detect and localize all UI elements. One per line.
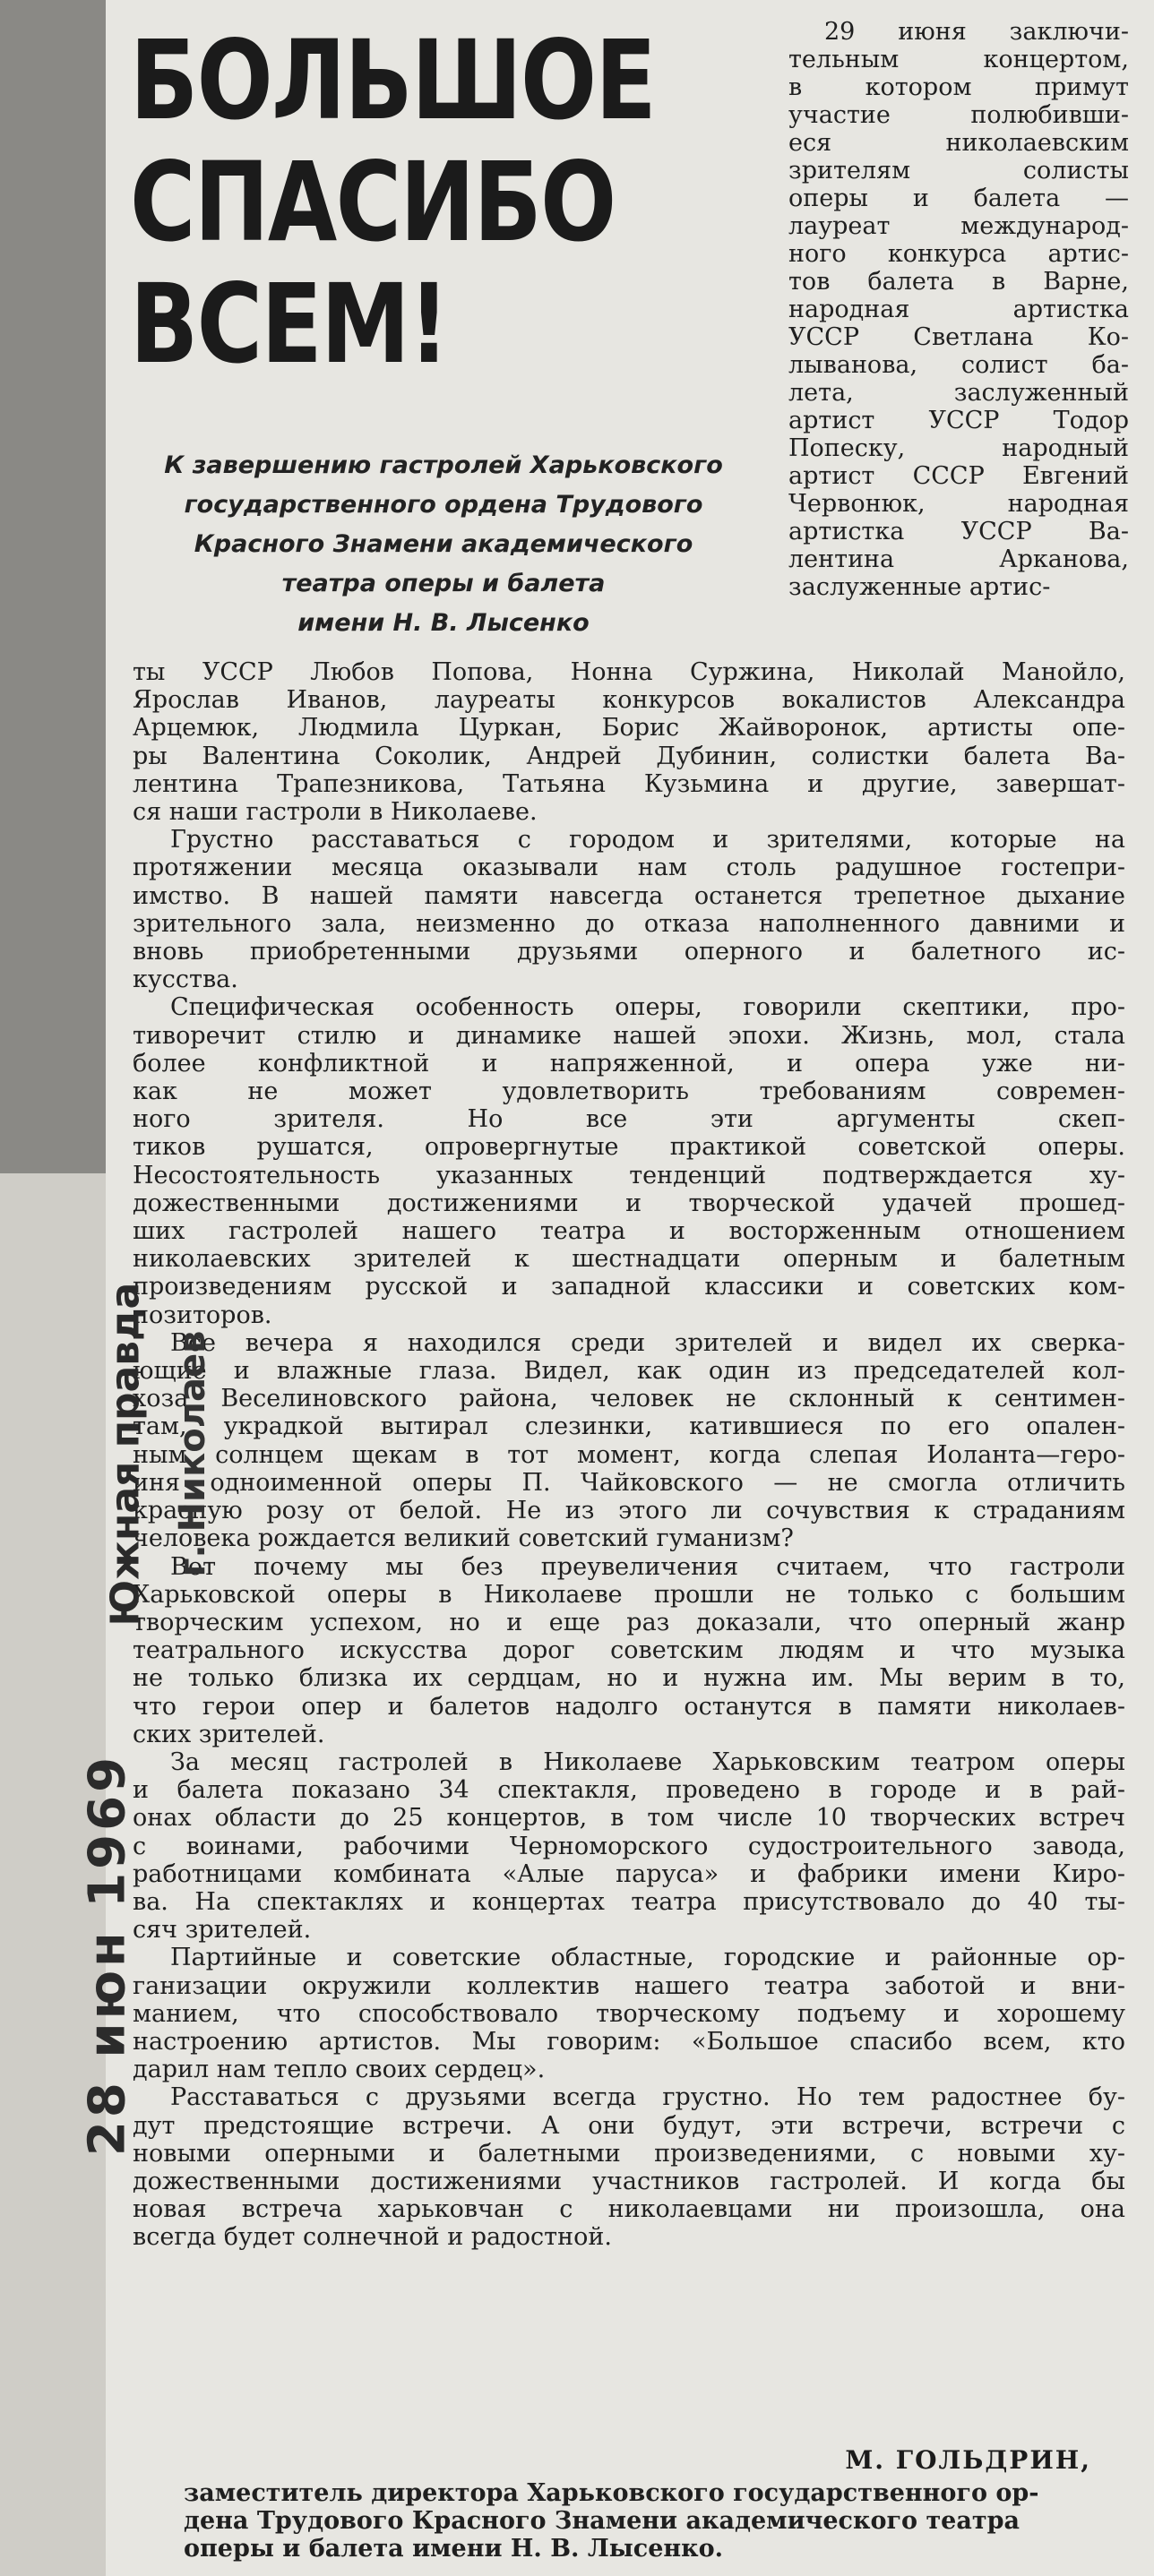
article-line: Специфическая особенность оперы, говорили скептики, про- — [170, 993, 1125, 1022]
author-role — [184, 2479, 1098, 2563]
right-column-line: артист УССР Тодор — [788, 407, 1129, 434]
article-line: ющие и влажные глаза. Видел, как один из председателей кол- — [133, 1357, 1125, 1386]
article-line: произведениям русской и западной классики и советских ком- — [133, 1273, 1125, 1301]
article-line: человека рождается великий советский гуманизм? — [133, 1524, 794, 1553]
article-line: Ярослав Иванов, лауреаты конкурсов вокалистов Александра — [133, 686, 1125, 715]
city-stamp: г. Николаев — [172, 1330, 213, 1577]
article-line: ного зрителя. Но все эти аргументы скеп- — [133, 1105, 1125, 1134]
article-line: ших гастролей нашего театра и восторженным отношением — [133, 1217, 1125, 1246]
article-line: имство. В нашей памяти навсегда останется трепетное дыхание — [133, 881, 1125, 910]
date-stamp: 28 июн 1969 — [78, 1753, 137, 2157]
subheadline-line: К завершению гастролей Харьковского — [164, 451, 723, 479]
article-line: тиков рушатся, опровергнутые практикой советской оперы. — [133, 1133, 1125, 1162]
right-column-line: тов балета в Варне, — [788, 268, 1129, 296]
right-column-line: лета, заслуженный — [788, 379, 1129, 407]
article-line: как не может удовлетворить требованиям современ- — [133, 1078, 1125, 1106]
article-line: дут предстоящие встречи. А они будут, эти встречи, встречи с — [133, 2111, 1125, 2140]
article-line: дожественными достижениями и творческой удачей прошед- — [133, 1189, 1125, 1217]
right-column-line: лауреат международ- — [788, 212, 1129, 240]
article-line: протяжении месяца оказывали нам столь радушное гостепри- — [133, 854, 1125, 882]
right-column-line: лентина Арканова, — [788, 545, 1129, 573]
article-line: дарил нам тепло своих сердец». — [133, 2056, 546, 2084]
article-line: Расставаться с друзьями всегда грустно. Но тем радостнее бу- — [170, 2083, 1125, 2112]
right-column-line: лыванова, солист ба- — [788, 351, 1129, 379]
article-line: сяч зрителей. — [133, 1916, 312, 1945]
right-column-line: тельным концертом, — [788, 46, 1129, 73]
article-line: Грустно расставаться с городом и зрителями, которые на — [170, 826, 1125, 854]
author-role-line: оперы и балета имени Н. В. Лысенко. — [184, 2535, 724, 2563]
article-line: ры Валентина Соколик, Андрей Дубинин, солистки балета Ва- — [133, 742, 1125, 770]
right-column-line: заслуженные артис- — [788, 573, 1051, 601]
right-column-line: еся николаевским — [788, 129, 1129, 157]
article-body — [133, 658, 1125, 2252]
right-column-line: в котором примут — [788, 73, 1129, 101]
article-line: Арцемюк, Людмила Цуркан, Борис Жайворонок, артисты опе- — [133, 714, 1125, 743]
headline — [130, 17, 656, 388]
subheadline — [130, 446, 757, 643]
newspaper-name-stamp: Южная правда — [102, 1282, 149, 1627]
article-line: дожественными достижениями участников гастролей. И когда бы — [133, 2167, 1125, 2195]
right-column-line: Попеску, народный — [788, 434, 1129, 462]
author-signature: М. ГОЛЬДРИН, — [845, 2445, 1091, 2475]
article-line: Вот почему мы без преувеличения считаем, что гастроли — [170, 1552, 1125, 1581]
subheadline-line: государственного ордена Трудового — [184, 491, 703, 519]
article-line: настроению артистов. Мы говорим: «Большое спасибо всем, кто — [133, 2027, 1125, 2056]
article-line: За месяц гастролей в Николаеве Харьковским театром оперы — [170, 1747, 1125, 1776]
article-line: Несостоятельность указанных тенденций подтверждается ху- — [133, 1161, 1125, 1189]
article-line: манием, что способствовало творческому подъему и хорошему — [133, 1999, 1125, 2028]
subheadline-line: Красного Знамени академического — [194, 530, 693, 558]
article-line: ся наши гастроли в Николаеве. — [133, 798, 538, 827]
right-column-line: зрителям солисты — [788, 157, 1129, 185]
article-line: не только близка их сердцам, но и нужна им. Мы верим в то, — [133, 1664, 1125, 1693]
article-line: новая встреча харьковчан с николаевцами ни произошла, она — [133, 2195, 1125, 2224]
article-line: ских зрителей. — [133, 1720, 325, 1748]
article-line: театрального искусства дорог советским людям и что музыка — [133, 1636, 1125, 1665]
right-column-line: артист СССР Евгений — [788, 462, 1129, 490]
article-line: николаевских зрителей к шестнадцати оперным и балетным — [133, 1245, 1125, 1274]
subheadline-line: имени Н. В. Лысенко — [297, 609, 590, 637]
article-line: ганизации окружили коллектив нашего театра заботой и вни- — [133, 1971, 1125, 2000]
right-column-line: 29 июня заключи- — [824, 18, 1129, 46]
article-line: ва. На спектаклях и концертах театра присутствовало до 40 ты- — [133, 1887, 1125, 1916]
right-column-line: Червонюк, народная — [788, 490, 1129, 518]
article-line: более конфликтной и напряженной, и опера уже ни- — [133, 1049, 1125, 1078]
article-line: что герои опер и балетов надолго останутся в памяти николаев- — [133, 1692, 1125, 1721]
article-line: всегда будет солнечной и радостной. — [133, 2223, 612, 2252]
article-line: и балета показано 34 спектакля, проведено в городе и в рай- — [133, 1776, 1125, 1805]
headline-line-3: ВСЕМ! — [130, 261, 448, 388]
right-column-line: УССР Светлана Ко- — [788, 323, 1129, 351]
article-line: ты УССР Любов Попова, Нонна Суржина, Николай Манойло, — [133, 658, 1125, 686]
article-line: иня одноименной оперы П. Чайковского — не смогла отличить — [133, 1468, 1125, 1497]
right-column-line: оперы и балета — — [788, 185, 1129, 212]
right-column-text — [788, 18, 1129, 601]
article-line: Все вечера я находился среди зрителей и видел их сверка- — [170, 1328, 1125, 1357]
article-line: зрительного зала, неизменно до отказа наполненного давними и — [133, 909, 1125, 938]
article-line: лентина Трапезникова, Татьяна Кузьмина и другие, завершат- — [133, 769, 1125, 798]
author-role-line: дена Трудового Красного Знамени академического театра — [184, 2507, 1020, 2535]
article-line: хоза Веселиновского района, человек не склонный к сентимен- — [133, 1385, 1125, 1413]
right-column-line: артистка УССР Ва- — [788, 518, 1129, 545]
article-line: онах области до 25 концертов, в том числе 10 творческих встреч — [133, 1804, 1125, 1833]
article-line: Партийные и советские областные, городские и районные ор- — [170, 1944, 1125, 1972]
article-line: творческим успехом, но и еще раз доказали, что оперный жанр — [133, 1608, 1125, 1636]
article-line: с воинами, рабочими Черноморского судостроительного завода, — [133, 1832, 1125, 1860]
author-role-line: заместитель директора Харьковского государственного ор- — [184, 2479, 1039, 2507]
article-line: ным солнцем щекам в тот момент, когда слепая Иоланта—геро- — [133, 1440, 1125, 1469]
article-line: позиторов. — [133, 1301, 272, 1329]
article-line: кусства. — [133, 966, 238, 994]
right-column-line: ного конкурса артис- — [788, 240, 1129, 268]
right-column-line: народная артистка — [788, 296, 1129, 323]
article-line: вновь приобретенными друзьями оперного и балетного ис- — [133, 938, 1125, 966]
article-line: работницами комбината «Алые паруса» и фабрики имени Киро- — [133, 1859, 1125, 1888]
article-line: красную розу от белой. Не из этого ли сочувствия к страданиям — [133, 1497, 1125, 1525]
article-line: там, украдкой вытирал слезинки, катившиеся по его опален- — [133, 1413, 1125, 1441]
article-line: новыми оперными и балетными произведениями, с новыми ху- — [133, 2139, 1125, 2168]
right-column-line: участие полюбивши- — [788, 101, 1129, 129]
article-line: тиворечит стилю и динамике нашей эпохи. Жизнь, мол, стала — [133, 1021, 1125, 1050]
subheadline-line: театра оперы и балета — [281, 570, 606, 597]
headline-line-2: СПАСИБО — [130, 139, 616, 266]
article-line: Харьковской оперы в Николаеве прошли не только с большим — [133, 1580, 1125, 1609]
headline-line-1: БОЛЬШОЕ — [130, 17, 656, 144]
